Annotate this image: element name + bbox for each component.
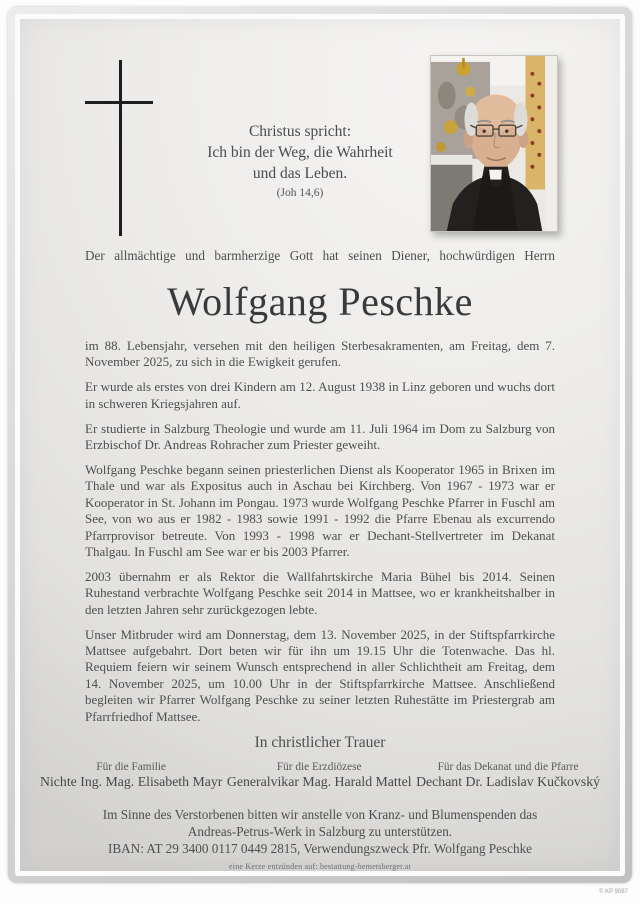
signatory-dekanat <box>416 761 600 790</box>
obituary-paragraph-2: Er wurde als erstes von drei Kindern am 12. August 1938 in Linz geboren und wuchs dort in schweren Kriegsjahren auf. <box>85 379 555 411</box>
obituary-paragraph-1: im 88. Lebensjahr, versehen mit den heiligen Sterbesakramenten, am Freitag, dem 7. November 2025, zu sich in die Ewigkeit gerufen. <box>85 338 555 370</box>
scripture-quote-line3: und das Leben. <box>252 165 348 182</box>
cross-horizontal-bar <box>85 101 153 104</box>
print-code: © KP 9087 <box>599 889 628 895</box>
signatory-role: Für das Dekanat und die Pfarre <box>437 761 579 773</box>
scripture-reference: (Joh 14,6) <box>276 187 324 199</box>
obituary-paragraph-5: 2003 übernahm er als Rektor die Wallfahrtskirche Maria Bühel bis 2014. Seinen Ruhestand verbrachte Wolfgang Peschke seit 2014 in Mattsee, wo er krankheitshalber in den letzten Jahren sehr zurückgezogen lebte. <box>85 568 555 617</box>
signatory-role: Für die Erzdiözese <box>276 761 362 773</box>
iban-line: IBAN: AT 29 3400 0117 0449 2815, Verwendungszweck Pfr. Wolfgang Peschke <box>107 841 533 856</box>
donation-line2: Andreas-Petrus-Werk in Salzburg zu unterstützen. <box>187 824 453 839</box>
obituary-paragraph-4: Wolfgang Peschke begann seinen priesterlichen Dienst als Kooperator 1965 in Brixen im Thale und war als Expositus auch in Aschau bei Kirchberg. Von 1967 - 1973 war er Kooperator in St. Johann im Pongau. 1973 wurde Wolfgang Peschke Pfarrer in Fuschl am See, von wo aus er 1982 - 1983 sowie 1991 - 1992 die Pfarre Ebenau als excurrendo Pfarrprovisor betreute. Von 1993 - 1998 war er Dechant-Stellvertreter im Dekanat Thalgau. In Fuschl am See war er bis 2003 Pfarrer. <box>85 461 555 559</box>
signatory-family <box>40 761 222 790</box>
signatory-role: Für die Familie <box>96 761 167 773</box>
portrait-illustration <box>431 56 557 231</box>
candle-note: eine Kerze entzünden auf: bestattung-hemetsberger.at <box>229 862 411 871</box>
mourning-section <box>40 734 600 790</box>
scripture-quote-line1: Christus spricht: <box>248 123 352 140</box>
obituary-text <box>85 247 555 725</box>
portrait-photo <box>430 55 558 232</box>
obituary-paragraph-6: Unser Mitbruder wird am Donnerstag, dem 13. November 2025, in der Stiftspfarrkirche Mattsee aufgebahrt. Dort beten wir für ihn um 19.15 Uhr die Totenwache. Das hl. Requiem feiern wir seinem Wunsch entsprechend in aller Schlichtheit am Freitag, dem 14. November 2025, um 10.00 Uhr in der Stiftspfarrkirche Mattsee. Anschließend begleiten wir Pfarrer Wolfgang Peschke zu seiner letzten Ruhestätte im Priestergrab am Pfarrfriedhof Mattsee. <box>85 626 555 724</box>
signatory-name: Dechant Dr. Ladislav Kučkovský <box>416 774 600 789</box>
signatory-name: Generalvikar Mag. Harald Mattel <box>226 774 412 789</box>
deceased-name: Wolfgang Peschke <box>167 279 473 324</box>
scripture-quote <box>160 121 440 201</box>
cross-vertical-bar <box>119 60 122 236</box>
mourning-heading: In christlicher Trauer <box>254 734 386 751</box>
scripture-quote-line2: Ich bin der Weg, die Wahrheit <box>207 144 393 161</box>
announcement-intro: Der allmächtige und barmherzige Gott hat seinen Diener, hochwürdigen Herrn <box>85 248 555 263</box>
signatories-row <box>40 761 600 790</box>
signatory-erzdioezese <box>227 761 412 790</box>
signatory-name: Nichte Ing. Mag. Elisabeth Mayr <box>40 774 223 789</box>
obituary-paragraph-3: Er studierte in Salzburg Theologie und wurde am 11. Juli 1964 im Dom zu Salzburg von Erzbischof Dr. Andreas Rohracher zum Priester geweiht. <box>85 420 555 453</box>
donation-line1: Im Sinne des Verstorbenen bitten wir anstelle von Kranz- und Blumenspenden das <box>102 807 538 822</box>
donation-note <box>60 806 580 857</box>
